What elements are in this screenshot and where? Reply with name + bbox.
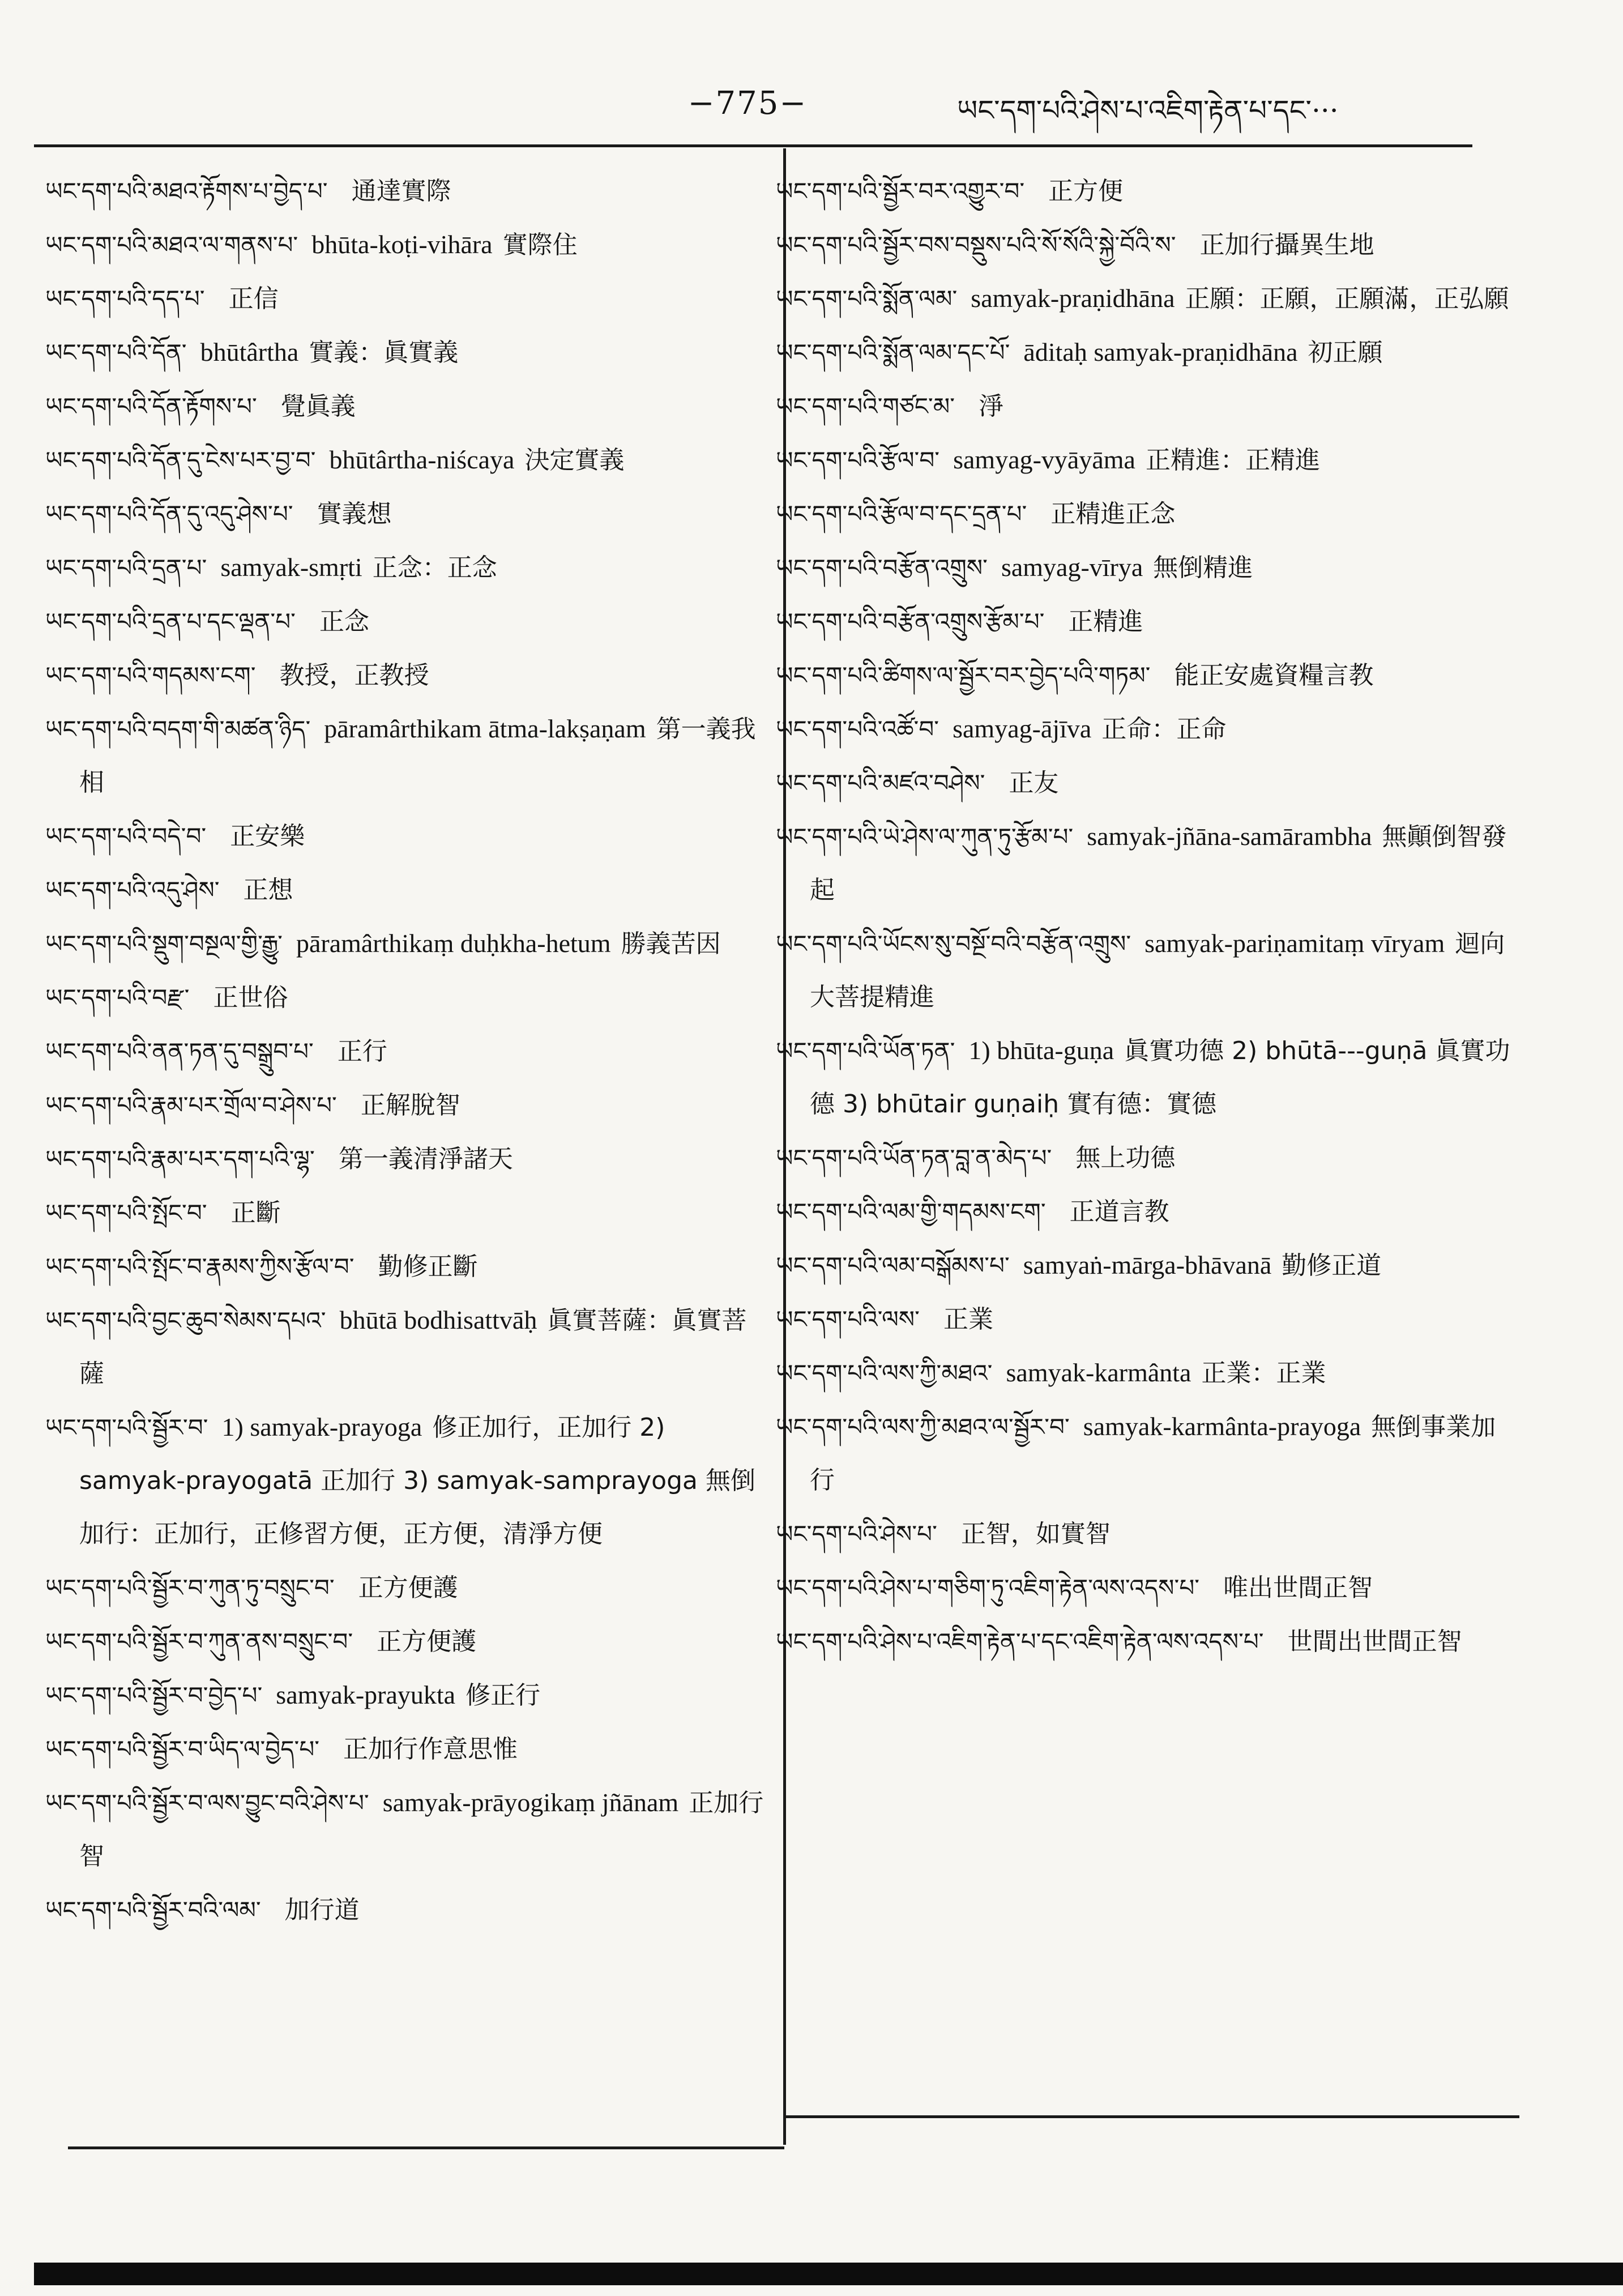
- chinese-gloss: 世間出世間正智: [1287, 1627, 1462, 1656]
- tibetan-headword: ཡང་དག་པའི་མཛའ་བཤེས་: [776, 769, 985, 797]
- sanskrit-term: pāramârthikaṃ duḥkha-hetum: [296, 929, 611, 958]
- chinese-gloss: 正道言教: [1069, 1197, 1169, 1226]
- dictionary-entry: [45, 1294, 770, 1401]
- tibetan-headword: ཡང་དག་པའི་མཐའ་ལ་གནས་པ་: [45, 231, 298, 259]
- dictionary-entry: [45, 1186, 770, 1240]
- chinese-gloss: 無倒事業加行: [810, 1412, 1496, 1495]
- chinese-gloss: 第一義清淨諸天: [338, 1145, 513, 1173]
- sanskrit-term: bhūtârtha: [200, 338, 299, 366]
- sanskrit-term: samyak-prāyogikaṃ jñānam: [382, 1788, 679, 1817]
- tibetan-headword: ཡང་དག་པའི་བརྩོན་འགྲུས་: [776, 554, 988, 582]
- tibetan-headword: ཡང་དག་པའི་བརྩོན་འགྲུས་རྩོམ་པ་: [776, 608, 1045, 635]
- dictionary-entry: [45, 1722, 770, 1776]
- dictionary-entry: [45, 917, 770, 971]
- tibetan-headword: ཡང་དག་པའི་ལམ་གྱི་གདམས་ངག་: [776, 1198, 1046, 1226]
- dictionary-entry: [776, 595, 1512, 648]
- dictionary-entry: [776, 1024, 1512, 1131]
- sanskrit-term: samyak-jñāna-samārambha: [1087, 822, 1372, 851]
- sanskrit-term: samyak-praṇidhāna: [971, 284, 1175, 313]
- chinese-gloss: 正念: [319, 607, 369, 636]
- dictionary-entry: [45, 1078, 770, 1132]
- chinese-gloss: 教授，正教授: [279, 661, 429, 690]
- chinese-gloss: 正業：正業: [1201, 1359, 1326, 1388]
- tibetan-headword: ཡང་དག་པའི་དོན་: [45, 339, 187, 366]
- tibetan-headword: ཡང་དག་པའི་དྲན་པ་དང་ལྡན་པ་: [45, 608, 296, 635]
- sanskrit-term: 1) samyak-prayoga: [221, 1412, 422, 1441]
- tibetan-headword: ཡང་དག་པའི་དོན་དུ་འདུ་ཤེས་པ་: [45, 500, 293, 528]
- dictionary-entry: [45, 1240, 770, 1294]
- chinese-gloss: 正精進正念: [1050, 500, 1176, 528]
- page-number: −775−: [687, 85, 808, 122]
- tibetan-headword: ཡང་དག་པའི་སྤོང་བ་: [45, 1199, 207, 1227]
- tibetan-headword: ཡང་དག་པའི་ལམ་བསྒོམས་པ་: [776, 1252, 1010, 1279]
- dictionary-entry: [45, 272, 770, 326]
- sanskrit-term: bhūtârtha-niścaya: [329, 445, 515, 474]
- sanskrit-term: samyag-ājīva: [953, 714, 1092, 743]
- tibetan-headword: ཡང་དག་པའི་སྦྱོར་བ་ཡིད་ལ་བྱེད་པ་: [45, 1735, 320, 1763]
- tibetan-headword: ཡང་དག་པའི་ལས་: [776, 1305, 920, 1333]
- bottom-rule-right: [783, 2115, 1519, 2118]
- dictionary-entry: [776, 756, 1512, 810]
- dictionary-entry: [776, 326, 1512, 379]
- chinese-gloss: 正友: [1009, 769, 1059, 797]
- chinese-gloss: 正加行智: [79, 1789, 764, 1871]
- chinese-gloss: 正世俗: [213, 983, 288, 1012]
- dictionary-entry: [45, 218, 770, 272]
- tibetan-headword: ཡང་དག་པའི་སྦྱོར་བ་ལས་བྱུང་བའི་ཤེས་པ་: [45, 1789, 369, 1817]
- dictionary-entry: [776, 379, 1512, 433]
- dictionary-entry: [776, 218, 1512, 272]
- chinese-gloss: 正命：正命: [1101, 715, 1227, 744]
- chinese-gloss: 無上功德: [1075, 1143, 1176, 1172]
- dictionary-entry: [45, 1615, 770, 1668]
- tibetan-headword: ཡང་དག་པའི་ལས་ཀྱི་མཐའ་: [776, 1359, 993, 1387]
- tibetan-headword: ཡང་དག་པའི་རྣམ་པར་དག་པའི་ལྷ་: [45, 1145, 315, 1173]
- tibetan-headword: ཡང་དག་པའི་ཤེས་པ་: [776, 1520, 937, 1548]
- sanskrit-term: samyag-vyāyāma: [953, 445, 1135, 474]
- chinese-gloss: 正精進: [1068, 607, 1143, 636]
- chinese-gloss: 正斷: [230, 1198, 281, 1227]
- chinese-gloss: 正業: [943, 1305, 993, 1334]
- tibetan-headword: ཡང་དག་པའི་སྨོན་ལམ་དང་པོ་: [776, 339, 1010, 366]
- tibetan-headword: ཡང་དག་པའི་སྦྱོར་བ་ཀུན་ཏུ་བསྲུང་བ་: [45, 1574, 335, 1602]
- dictionary-entry: [776, 1131, 1512, 1185]
- dictionary-entry: [776, 1346, 1512, 1400]
- dictionary-entry: [45, 1776, 770, 1883]
- chinese-gloss: 修正加行，正加行 2) samyak-prayogatā 正加行 3) samyak-samprayoga 無倒加行：正加行，正修習方便，正方便，清淨方便: [79, 1413, 755, 1548]
- chinese-gloss: 初正願: [1308, 338, 1383, 367]
- tibetan-headword: ཡང་དག་པའི་ནན་ཏན་དུ་བསྒྲུབ་པ་: [45, 1038, 314, 1065]
- chinese-gloss: 實義想: [317, 500, 392, 528]
- dictionary-entry: [45, 971, 770, 1025]
- dictionary-entry: [776, 1615, 1512, 1668]
- bottom-rule-left: [68, 2146, 784, 2149]
- chinese-gloss: 正加行攝異生地: [1199, 231, 1374, 259]
- dictionary-entry: [45, 648, 770, 702]
- chinese-gloss: 勤修正道: [1282, 1251, 1382, 1280]
- chinese-gloss: 正解脫智: [360, 1091, 460, 1120]
- dictionary-entry: [45, 164, 770, 218]
- tibetan-headword: ཡང་དག་པའི་ལས་ཀྱི་མཐའ་ལ་སྦྱོར་བ་: [776, 1413, 1070, 1441]
- dictionary-entry: [776, 1292, 1512, 1346]
- dictionary-entry: [45, 1401, 770, 1561]
- chinese-gloss: 能正安處資糧言教: [1174, 661, 1374, 690]
- tibetan-headword: ཡང་དག་པའི་ཡོན་ཏན་: [776, 1037, 955, 1065]
- chinese-gloss: 實義：眞實義: [309, 338, 459, 367]
- dictionary-entry: [776, 917, 1512, 1024]
- tibetan-headword: ཡང་དག་པའི་ཡོངས་སུ་བསྔོ་བའི་བརྩོན་འགྲུས་: [776, 930, 1131, 958]
- sanskrit-term: samyak-karmânta: [1006, 1358, 1191, 1387]
- tibetan-headword: ཡང་དག་པའི་སྦྱོར་བ་ཀུན་ནས་བསྲུང་བ་: [45, 1628, 353, 1655]
- chinese-gloss: 第一義我相: [79, 715, 756, 797]
- sanskrit-term: 1) bhūta-guṇa: [968, 1036, 1114, 1065]
- dictionary-entry: [776, 272, 1512, 326]
- dictionary-entry: [45, 379, 770, 433]
- sanskrit-term: pāramârthikam ātma-lakṣaṇam: [324, 714, 646, 743]
- dictionary-entry: [45, 1561, 770, 1615]
- chinese-gloss: 無倒精進: [1153, 553, 1253, 582]
- chinese-gloss: 決定實義: [524, 446, 625, 475]
- tibetan-headword: ཡང་དག་པའི་གཙང་མ་: [776, 392, 955, 420]
- dictionary-entry: [776, 1507, 1512, 1561]
- dictionary-entry: [45, 433, 770, 487]
- sanskrit-term: samyak-pariṇamitaṃ vīryam: [1144, 929, 1445, 958]
- dictionary-entry: [45, 809, 770, 863]
- dictionary-entry: [45, 1132, 770, 1186]
- chinese-gloss: 正念：正念: [372, 553, 497, 582]
- dictionary-entry: [45, 487, 770, 541]
- tibetan-headword: ཡང་དག་པའི་སྦྱོར་བ་: [45, 1414, 208, 1441]
- chinese-gloss: 無顚倒智發起: [810, 822, 1507, 904]
- dictionary-entry: [45, 702, 770, 809]
- tibetan-headword: ཡང་དག་པའི་ཤེས་པ་གཅིག་ཏུ་འཇིག་རྟེན་ལས་འདས་པ་: [776, 1574, 1200, 1602]
- top-rule: [34, 144, 1472, 147]
- chinese-gloss: 正想: [243, 876, 293, 904]
- chinese-gloss: 眞實菩薩：眞實菩薩: [79, 1306, 747, 1388]
- chinese-gloss: 正安樂: [230, 822, 305, 851]
- tibetan-headword: ཡང་དག་པའི་མཐའ་རྟོགས་པ་བྱེད་པ་: [45, 177, 328, 205]
- tibetan-headword: ཡང་དག་པའི་ཤེས་པ་འཇིག་རྟེན་པ་དང་འཇིག་རྟེན་ལས་འདས་པ་: [776, 1628, 1264, 1655]
- dictionary-entry: [776, 433, 1512, 487]
- tibetan-headword: ཡང་དག་པའི་འདུ་ཤེས་: [45, 876, 220, 904]
- dictionary-entry: [45, 1883, 770, 1937]
- dictionary-entry: [45, 1025, 770, 1078]
- tibetan-headword: ཡང་དག་པའི་བདེ་བ་: [45, 822, 207, 850]
- tibetan-headword: ཡང་དག་པའི་བྱང་ཆུབ་སེམས་དཔའ་: [45, 1307, 326, 1334]
- chinese-gloss: 覺眞義: [280, 392, 356, 421]
- right-column: [776, 164, 1512, 1668]
- dictionary-entry: [776, 648, 1512, 702]
- tibetan-headword: ཡང་དག་པའི་སྡུག་བསྔལ་གྱི་རྒྱུ་: [45, 930, 283, 958]
- dictionary-entry: [45, 326, 770, 379]
- dictionary-entry: [776, 1239, 1512, 1292]
- sanskrit-term: samyak-prayukta: [276, 1680, 456, 1709]
- tibetan-headword: ཡང་དག་པའི་དད་པ་: [45, 285, 205, 313]
- chinese-gloss: 實際住: [502, 231, 578, 259]
- sanskrit-term: bhūtā bodhisattvāḥ: [339, 1305, 537, 1334]
- tibetan-headword: ཡང་དག་པའི་གདམས་ངག་: [45, 662, 256, 689]
- dictionary-entry: [776, 702, 1512, 756]
- tibetan-headword: ཡང་དག་པའི་དྲན་པ་: [45, 554, 207, 582]
- chinese-gloss: 正方便護: [377, 1627, 477, 1656]
- chinese-gloss: 修正行: [465, 1681, 541, 1710]
- chinese-gloss: 通達實際: [351, 177, 451, 206]
- chinese-gloss: 勝義苦因: [621, 929, 721, 958]
- tibetan-headword: ཡང་དག་པའི་རྩོལ་བ་: [776, 446, 940, 474]
- tibetan-headword: ཡང་དག་པའི་རྣམ་པར་གྲོལ་བ་ཤེས་པ་: [45, 1091, 337, 1119]
- dictionary-entry: [45, 1668, 770, 1722]
- sanskrit-term: bhūta-koṭi-vihāra: [311, 230, 493, 259]
- sanskrit-term: samyag-vīrya: [1001, 553, 1143, 582]
- tibetan-headword: ཡང་དག་པའི་བདག་གི་མཚན་ཉིད་: [45, 715, 311, 743]
- tibetan-headword: ཡང་དག་པའི་རྩོལ་བ་དང་དྲན་པ་: [776, 500, 1027, 528]
- dictionary-entry: [776, 487, 1512, 541]
- tibetan-headword: ཡང་དག་པའི་སྦྱོར་བས་བསྡུས་པའི་སོ་སོའི་སྐྱེ་བོའི་ས་: [776, 231, 1176, 259]
- chinese-gloss: 正願：正願，正願滿，正弘願: [1185, 284, 1509, 313]
- tibetan-headword: ཡང་དག་པའི་ཚིགས་ལ་སྦྱོར་བར་བྱེད་པའི་གཏམ་: [776, 662, 1151, 689]
- tibetan-headword: ཡང་དག་པའི་སྦྱོར་བར་འགྱུར་བ་: [776, 177, 1025, 205]
- sanskrit-term: āditaḥ samyak-praṇidhāna: [1023, 338, 1298, 366]
- chinese-gloss: 迴向大菩提精進: [810, 929, 1505, 1012]
- scan-edge-bar: [34, 2263, 1623, 2285]
- chinese-gloss: 正智，如實智: [960, 1520, 1111, 1548]
- tibetan-headword: ཡང་དག་པའི་འཚོ་བ་: [776, 715, 939, 743]
- chinese-gloss: 唯出世間正智: [1223, 1573, 1373, 1602]
- tibetan-headword: ཡང་དག་པའི་སྤོང་བ་རྣམས་ཀྱིས་རྩོལ་བ་: [45, 1253, 355, 1281]
- tibetan-headword: ཡང་དག་པའི་དོན་རྟོགས་པ་: [45, 392, 257, 420]
- left-column: [45, 164, 770, 1937]
- tibetan-headword: ཡང་དག་པའི་བརྫ་: [45, 984, 190, 1012]
- chinese-gloss: 眞實功德 2) bhūtā---guṇā 眞實功德 3) bhūtair guṇaiḥ 實有德：實德: [810, 1036, 1510, 1119]
- chinese-gloss: 正行: [337, 1037, 387, 1066]
- dictionary-entry: [776, 1185, 1512, 1239]
- dictionary-entry: [776, 541, 1512, 595]
- tibetan-headword: ཡང་དག་པའི་ཡེ་ཤེས་ལ་ཀུན་ཏུ་རྩོམ་པ་: [776, 823, 1074, 851]
- chinese-gloss: 淨: [979, 392, 1004, 421]
- tibetan-headword: ཡང་དག་པའི་སྦྱོར་བ་བྱེད་པ་: [45, 1682, 263, 1709]
- sanskrit-term: samyak-karmânta-prayoga: [1083, 1412, 1361, 1441]
- chinese-gloss: 勤修正斷: [378, 1252, 478, 1281]
- dictionary-entry: [45, 595, 770, 648]
- dictionary-entry: [45, 863, 770, 917]
- tibetan-headword: ཡང་དག་པའི་ཡོན་ཏན་བླ་ན་མེད་པ་: [776, 1144, 1052, 1172]
- chinese-gloss: 正加行作意思惟: [343, 1735, 518, 1764]
- dictionary-entry: [776, 164, 1512, 218]
- chinese-gloss: 加行道: [284, 1896, 360, 1924]
- chinese-gloss: 正方便護: [358, 1573, 458, 1602]
- dictionary-entry: [776, 1561, 1512, 1615]
- running-head: ཡང་དག་པའི་ཤེས་པ་འཇིག་རྟེན་པ་དང་···: [957, 94, 1339, 127]
- tibetan-headword: ཡང་དག་པའི་སྨོན་ལམ་: [776, 285, 958, 313]
- chinese-gloss: 正方便: [1048, 177, 1124, 206]
- chinese-gloss: 正精進：正精進: [1145, 446, 1320, 475]
- dictionary-entry: [45, 541, 770, 595]
- dictionary-entry: [776, 1400, 1512, 1507]
- tibetan-headword: ཡང་དག་པའི་སྦྱོར་བའི་ལམ་: [45, 1896, 261, 1924]
- tibetan-headword: ཡང་དག་པའི་དོན་དུ་ངེས་པར་བྱ་བ་: [45, 446, 316, 474]
- chinese-gloss: 正信: [228, 284, 279, 313]
- dictionary-entry: [776, 810, 1512, 917]
- sanskrit-term: samyak-smṛti: [220, 553, 362, 582]
- sanskrit-term: samyaṅ-mārga-bhāvanā: [1023, 1251, 1272, 1279]
